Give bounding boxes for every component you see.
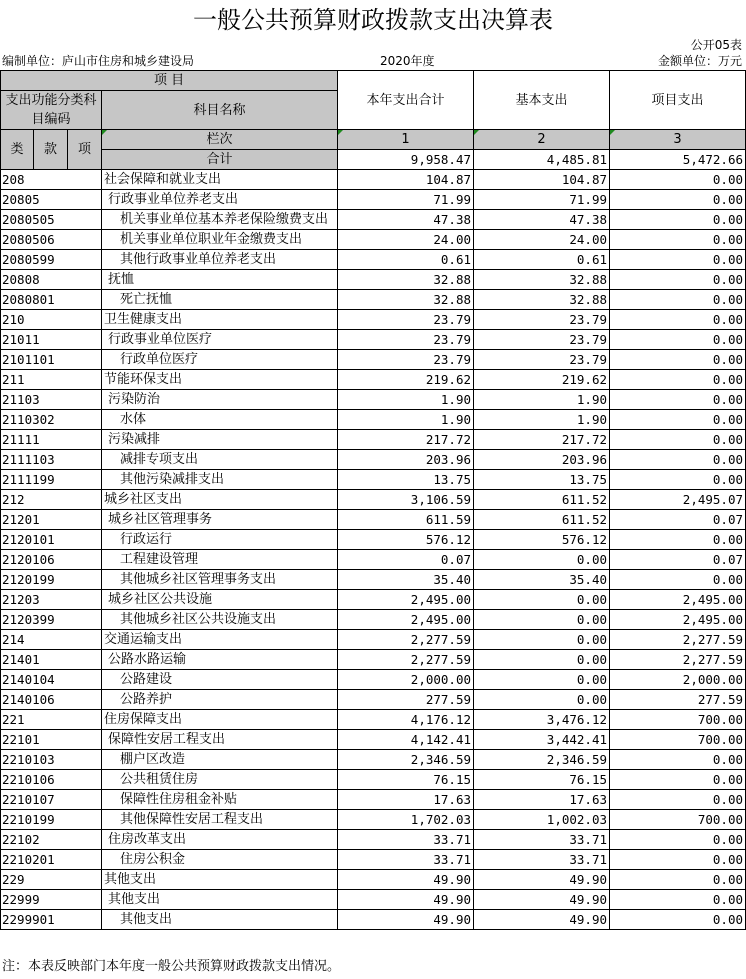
header-lei: 类 [1,130,34,170]
row-code: 2080505 [1,210,102,230]
row-subject-name: 行政事业单位医疗 [102,330,338,350]
total-basic: 4,485.81 [474,150,610,170]
row-code: 2299901 [1,910,102,930]
footnote: 注：本表反映部门本年度一般公共预算财政拨款支出情况。 [2,959,341,974]
row-project: 0.07 [610,550,746,570]
row-subject-name: 卫生健康支出 [102,310,338,330]
row-basic: 71.99 [474,190,610,210]
row-total: 2,277.59 [338,650,474,670]
row-project: 2,495.00 [610,590,746,610]
header-basic-col: 基本支出 [474,71,610,130]
row-total: 217.72 [338,430,474,450]
row-code: 2110302 [1,410,102,430]
row-basic: 23.79 [474,330,610,350]
table-row [1,290,746,310]
row-subject-name: 其他行政事业单位养老支出 [102,250,338,270]
row-total: 1,702.03 [338,810,474,830]
row-subject-name: 交通运输支出 [102,630,338,650]
row-project: 0.00 [610,310,746,330]
page-title: 一般公共预算财政拨款支出决算表 [193,6,553,34]
row-code: 2111103 [1,450,102,470]
header-project-col: 项目支出 [610,71,746,130]
header-item: 项 目 [1,71,338,91]
row-subject-name: 污染减排 [102,430,338,450]
fiscal-year: 2020年度 [380,54,435,68]
row-subject-name: 棚户区改造 [102,750,338,770]
row-code: 2140104 [1,670,102,690]
row-project: 0.00 [610,570,746,590]
row-total: 24.00 [338,230,474,250]
row-subject-name: 公路水路运输 [102,650,338,670]
row-code: 21011 [1,330,102,350]
row-code: 2210103 [1,750,102,770]
row-subject-name: 住房公积金 [102,850,338,870]
row-project: 0.00 [610,470,746,490]
row-subject-name: 保障性住房租金补贴 [102,790,338,810]
header-kuan: 款 [34,130,68,170]
row-total: 3,106.59 [338,490,474,510]
row-project: 2,277.59 [610,650,746,670]
row-subject-name: 城乡社区管理事务 [102,510,338,530]
table-row [1,510,746,530]
row-basic: 13.75 [474,470,610,490]
table-row [1,410,746,430]
table-row [1,750,746,770]
row-code: 2120399 [1,610,102,630]
header-total-col: 本年支出合计 [338,71,474,130]
row-total: 2,495.00 [338,610,474,630]
total-row-label: 合计 [102,150,338,170]
table-row [1,170,746,190]
row-basic: 0.61 [474,250,610,270]
row-project: 0.07 [610,510,746,530]
row-basic: 1.90 [474,410,610,430]
row-basic: 23.79 [474,350,610,370]
table-row [1,910,746,930]
row-total: 47.38 [338,210,474,230]
row-subject-name: 机关事业单位基本养老保险缴费支出 [102,210,338,230]
row-basic: 203.96 [474,450,610,470]
row-total: 277.59 [338,690,474,710]
table-row [1,370,746,390]
row-project: 700.00 [610,810,746,830]
row-code: 2080801 [1,290,102,310]
total-project: 5,472.66 [610,150,746,170]
row-basic: 33.71 [474,850,610,870]
row-basic: 576.12 [474,530,610,550]
row-total: 1.90 [338,390,474,410]
row-code: 21203 [1,590,102,610]
table-row [1,270,746,290]
row-project: 0.00 [610,830,746,850]
row-project: 0.00 [610,190,746,210]
row-code: 229 [1,870,102,890]
row-basic: 2,346.59 [474,750,610,770]
row-basic: 3,476.12 [474,710,610,730]
row-total: 35.40 [338,570,474,590]
row-total: 0.61 [338,250,474,270]
row-subject-name: 公共租赁住房 [102,770,338,790]
row-code: 2120106 [1,550,102,570]
compiling-unit: 编制单位：庐山市住房和城乡建设局 [2,54,195,68]
table-row [1,470,746,490]
row-basic: 49.90 [474,870,610,890]
table-row [1,890,746,910]
row-basic: 0.00 [474,670,610,690]
row-code: 21201 [1,510,102,530]
header-col2: 2 [474,130,610,150]
row-total: 2,495.00 [338,590,474,610]
row-project: 2,000.00 [610,670,746,690]
budget-table [0,70,746,930]
row-total: 33.71 [338,850,474,870]
row-code: 2120199 [1,570,102,590]
row-code: 21401 [1,650,102,670]
row-code: 208 [1,170,102,190]
row-total: 23.79 [338,330,474,350]
row-subject-name: 公路养护 [102,690,338,710]
row-code: 2210107 [1,790,102,810]
table-row [1,550,746,570]
row-code: 20805 [1,190,102,210]
row-subject-name: 节能环保支出 [102,370,338,390]
row-basic: 0.00 [474,630,610,650]
table-row [1,190,746,210]
row-total: 23.79 [338,310,474,330]
row-subject-name: 公路建设 [102,670,338,690]
row-code: 211 [1,370,102,390]
row-project: 700.00 [610,710,746,730]
row-subject-name: 工程建设管理 [102,550,338,570]
row-basic: 23.79 [474,310,610,330]
row-project: 0.00 [610,910,746,930]
header-col1: 1 [338,130,474,150]
row-project: 0.00 [610,750,746,770]
row-subject-name: 行政单位医疗 [102,350,338,370]
row-code: 22101 [1,730,102,750]
row-code: 2120101 [1,530,102,550]
table-code: 公开05表 [690,38,742,52]
table-row [1,670,746,690]
row-subject-name: 机关事业单位职业年金缴费支出 [102,230,338,250]
row-project: 2,495.07 [610,490,746,510]
row-project: 0.00 [610,870,746,890]
row-total: 4,142.41 [338,730,474,750]
total-amount: 9,958.47 [338,150,474,170]
table-row [1,390,746,410]
row-subject-name: 其他城乡社区公共设施支出 [102,610,338,630]
row-basic: 0.00 [474,610,610,630]
row-project: 0.00 [610,530,746,550]
row-project: 0.00 [610,450,746,470]
row-code: 221 [1,710,102,730]
table-row [1,230,746,250]
row-subject-name: 住房改革支出 [102,830,338,850]
row-code: 2080599 [1,250,102,270]
row-basic: 0.00 [474,590,610,610]
row-project: 0.00 [610,790,746,810]
row-total: 2,277.59 [338,630,474,650]
row-total: 104.87 [338,170,474,190]
row-total: 33.71 [338,830,474,850]
row-total: 4,176.12 [338,710,474,730]
row-basic: 49.90 [474,890,610,910]
row-basic: 32.88 [474,290,610,310]
row-basic: 17.63 [474,790,610,810]
row-basic: 611.52 [474,490,610,510]
table-row [1,650,746,670]
row-total: 203.96 [338,450,474,470]
row-basic: 24.00 [474,230,610,250]
row-code: 214 [1,630,102,650]
row-subject-name: 城乡社区公共设施 [102,590,338,610]
row-code: 2210201 [1,850,102,870]
row-subject-name: 社会保障和就业支出 [102,170,338,190]
row-subject-name: 其他支出 [102,910,338,930]
row-project: 0.00 [610,410,746,430]
row-total: 49.90 [338,870,474,890]
row-basic: 219.62 [474,370,610,390]
row-project: 0.00 [610,370,746,390]
row-code: 22102 [1,830,102,850]
header-func-code: 支出功能分类科目编码 [1,91,102,130]
row-subject-name: 其他支出 [102,890,338,910]
row-basic: 1.90 [474,390,610,410]
row-basic: 611.52 [474,510,610,530]
row-basic: 217.72 [474,430,610,450]
row-total: 611.59 [338,510,474,530]
row-basic: 0.00 [474,550,610,570]
row-subject-name: 死亡抚恤 [102,290,338,310]
row-total: 2,000.00 [338,670,474,690]
row-subject-name: 抚恤 [102,270,338,290]
row-code: 2111199 [1,470,102,490]
table-row [1,430,746,450]
table-row [1,530,746,550]
table-row [1,450,746,470]
row-code: 2080506 [1,230,102,250]
table-row [1,210,746,230]
row-subject-name: 水体 [102,410,338,430]
table-row [1,870,746,890]
row-code: 2140106 [1,690,102,710]
row-code: 21103 [1,390,102,410]
row-subject-name: 其他污染减排支出 [102,470,338,490]
row-project: 700.00 [610,730,746,750]
row-code: 212 [1,490,102,510]
row-basic: 76.15 [474,770,610,790]
row-total: 32.88 [338,290,474,310]
row-total: 13.75 [338,470,474,490]
row-total: 576.12 [338,530,474,550]
table-row [1,810,746,830]
row-basic: 0.00 [474,690,610,710]
row-total: 17.63 [338,790,474,810]
row-basic: 33.71 [474,830,610,850]
table-row [1,690,746,710]
table-row [1,590,746,610]
table-row [1,570,746,590]
row-code: 2101101 [1,350,102,370]
table-row [1,730,746,750]
row-total: 32.88 [338,270,474,290]
row-total: 71.99 [338,190,474,210]
row-basic: 104.87 [474,170,610,190]
table-row [1,490,746,510]
header-subject-name: 科目名称 [102,91,338,130]
row-basic: 35.40 [474,570,610,590]
row-project: 0.00 [610,290,746,310]
row-total: 76.15 [338,770,474,790]
row-total: 219.62 [338,370,474,390]
row-basic: 1,002.03 [474,810,610,830]
row-project: 277.59 [610,690,746,710]
row-code: 21111 [1,430,102,450]
row-project: 0.00 [610,250,746,270]
row-project: 0.00 [610,890,746,910]
amount-unit: 金额单位：万元 [657,54,742,68]
row-subject-name: 其他城乡社区管理事务支出 [102,570,338,590]
table-row [1,350,746,370]
row-project: 0.00 [610,350,746,370]
row-basic: 47.38 [474,210,610,230]
row-project: 0.00 [610,850,746,870]
row-subject-name: 住房保障支出 [102,710,338,730]
row-total: 23.79 [338,350,474,370]
row-total: 0.07 [338,550,474,570]
row-subject-name: 其他保障性安居工程支出 [102,810,338,830]
row-subject-name: 减排专项支出 [102,450,338,470]
row-total: 1.90 [338,410,474,430]
row-code: 210 [1,310,102,330]
table-row [1,630,746,650]
row-code: 20808 [1,270,102,290]
table-row [1,790,746,810]
table-row [1,710,746,730]
row-basic: 3,442.41 [474,730,610,750]
row-project: 0.00 [610,230,746,250]
row-subject-name: 其他支出 [102,870,338,890]
header-col3: 3 [610,130,746,150]
row-code: 2210199 [1,810,102,830]
table-row [1,250,746,270]
row-project: 2,277.59 [610,630,746,650]
table-row [1,770,746,790]
row-subject-name: 行政事业单位养老支出 [102,190,338,210]
row-basic: 0.00 [474,650,610,670]
row-project: 0.00 [610,170,746,190]
table-row [1,830,746,850]
row-basic: 32.88 [474,270,610,290]
row-project: 0.00 [610,330,746,350]
row-basic: 49.90 [474,910,610,930]
row-code: 2210106 [1,770,102,790]
row-total: 49.90 [338,910,474,930]
row-project: 0.00 [610,770,746,790]
row-project: 0.00 [610,430,746,450]
row-project: 0.00 [610,390,746,410]
row-project: 0.00 [610,270,746,290]
table-row [1,330,746,350]
row-subject-name: 行政运行 [102,530,338,550]
table-row [1,310,746,330]
row-subject-name: 保障性安居工程支出 [102,730,338,750]
row-project: 2,495.00 [610,610,746,630]
header-xiang: 项 [68,130,102,170]
row-project: 0.00 [610,210,746,230]
table-row [1,850,746,870]
row-total: 2,346.59 [338,750,474,770]
row-subject-name: 污染防治 [102,390,338,410]
row-total: 49.90 [338,890,474,910]
row-code: 22999 [1,890,102,910]
header-col-order: 栏次 [102,130,338,150]
row-subject-name: 城乡社区支出 [102,490,338,510]
table-row [1,610,746,630]
